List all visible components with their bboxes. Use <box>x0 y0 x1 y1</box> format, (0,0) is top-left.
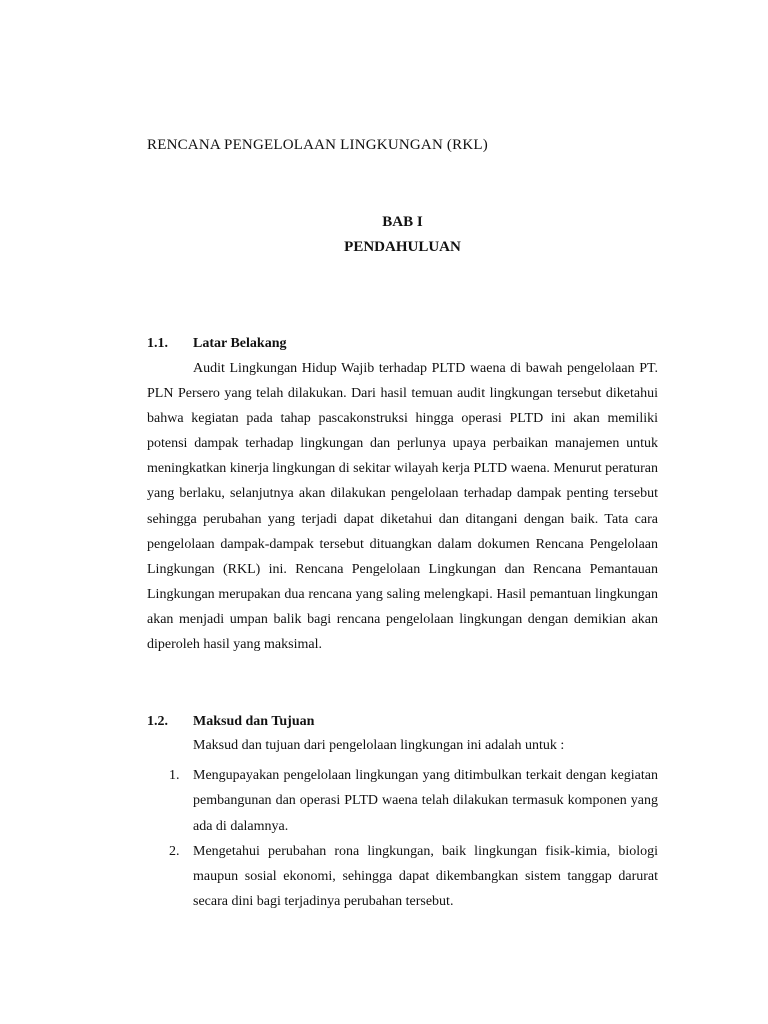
section-number: 1.2. <box>147 714 168 729</box>
objectives-list <box>147 763 658 915</box>
list-item-text: Mengupayakan pengelolaan lingkungan yang ditimbulkan terkait dengan kegiatan pembangunan dan operasi PLTD waena telah dilakukan termasuk komponen yang ada di dalamnya. <box>193 768 658 834</box>
list-item <box>147 839 658 915</box>
section-number: 1.1. <box>147 336 168 351</box>
section-paragraph-latar-belakang: Audit Lingkungan Hidup Wajib terhadap PLTD waena di bawah pengelolaan PT. PLN Persero yang telah dilakukan. Dari hasil temuan audit lingkungan tersebut diketahui bahwa kegiatan pada tahap pascakonstruksi hingga operasi PLTD ini akan memiliki potensi dampak terhadap lingkungan dan perlunya upaya perbaikan manajemen untuk meningkatkan kinerja lingkungan di sekitar wilayah kerja PLTD waena. Menurut peraturan yang berlaku, selanjutnya akan dilakukan pengelolaan terhadap dampak penting tersebut sehingga perubahan yang terjadi dapat diketahui dan ditangani dengan baik. Tata cara pengelolaan dampak-dampak tersebut dituangkan dalam dokumen Rencana Pengelolaan Lingkungan (RKL) ini. Rencana Pengelolaan Lingkungan dan Rencana Pemantauan Lingkungan merupakan dua rencana yang saling melengkapi. Hasil pemantuan lingkungan akan menjadi umpan balik bagi rencana pengelolaan lingkungan dengan demikian akan diperoleh hasil yang maksimal. <box>147 361 658 653</box>
chapter-title: PENDAHULUAN <box>344 239 461 255</box>
section-heading-latar-belakang <box>147 336 286 352</box>
list-marker: 1. <box>169 768 180 783</box>
section-heading-maksud-tujuan <box>147 714 314 730</box>
section-title: Maksud dan Tujuan <box>193 714 315 729</box>
chapter-number: BAB I <box>382 214 423 230</box>
section-intro-maksud-tujuan: Maksud dan tujuan dari pengelolaan lingkungan ini adalah untuk : <box>193 738 565 753</box>
list-item <box>147 763 658 839</box>
list-item-text: Mengetahui perubahan rona lingkungan, baik lingkungan fisik-kimia, biologi maupun sosial ekonomi, sehingga dapat dikembangkan sistem tanggap darurat secara dini bagi terjadinya perubahan tersebut. <box>193 843 658 910</box>
section-title: Latar Belakang <box>193 336 287 351</box>
document-title: RENCANA PENGELOLAAN LINGKUNGAN (RKL) <box>147 137 488 153</box>
list-marker: 2. <box>169 843 180 859</box>
